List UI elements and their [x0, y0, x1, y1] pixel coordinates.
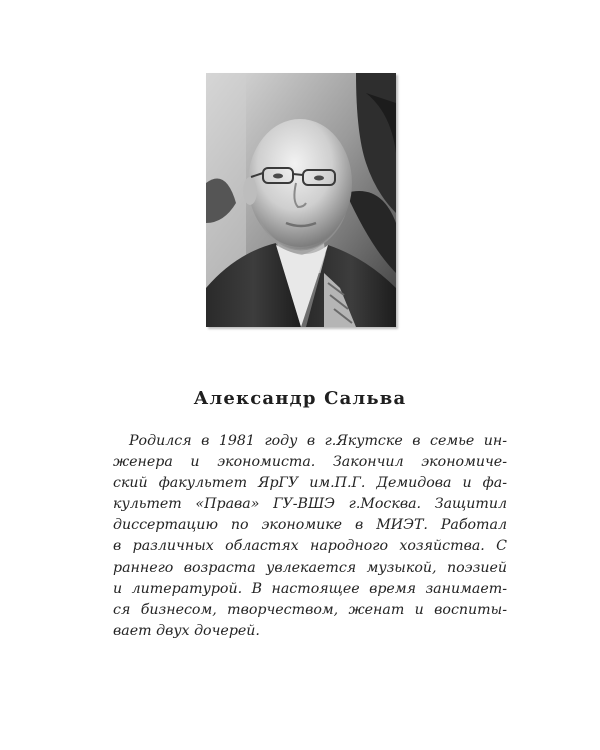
bio-line: ский факультет ЯрГУ им.П.Г. Демидова и фа- [113, 475, 507, 492]
bio-line: ся бизнесом, творчеством, женат и воспиты- [113, 601, 507, 618]
author-photo [206, 73, 396, 327]
author-biography [113, 431, 507, 642]
bio-line: раннего возраста увлекается музыкой, поэзией [113, 559, 507, 576]
bio-line: женера и экономиста. Закончил экономиче- [113, 454, 507, 471]
author-name: Александр Сальва [193, 388, 407, 409]
bio-line: в различных областях народного хозяйства. С [113, 538, 507, 555]
bio-line: диссертацию по экономике в МИЭТ. Работал [113, 517, 507, 534]
bio-line: и литературой. В настоящее время занимает- [113, 580, 507, 597]
bio-line: Родился в 1981 году в г.Якутске в семье ин- [129, 433, 507, 449]
bio-line: культет «Права» ГУ-ВШЭ г.Москва. Защитил [113, 496, 507, 513]
bio-line: вает двух дочерей. [113, 622, 260, 639]
